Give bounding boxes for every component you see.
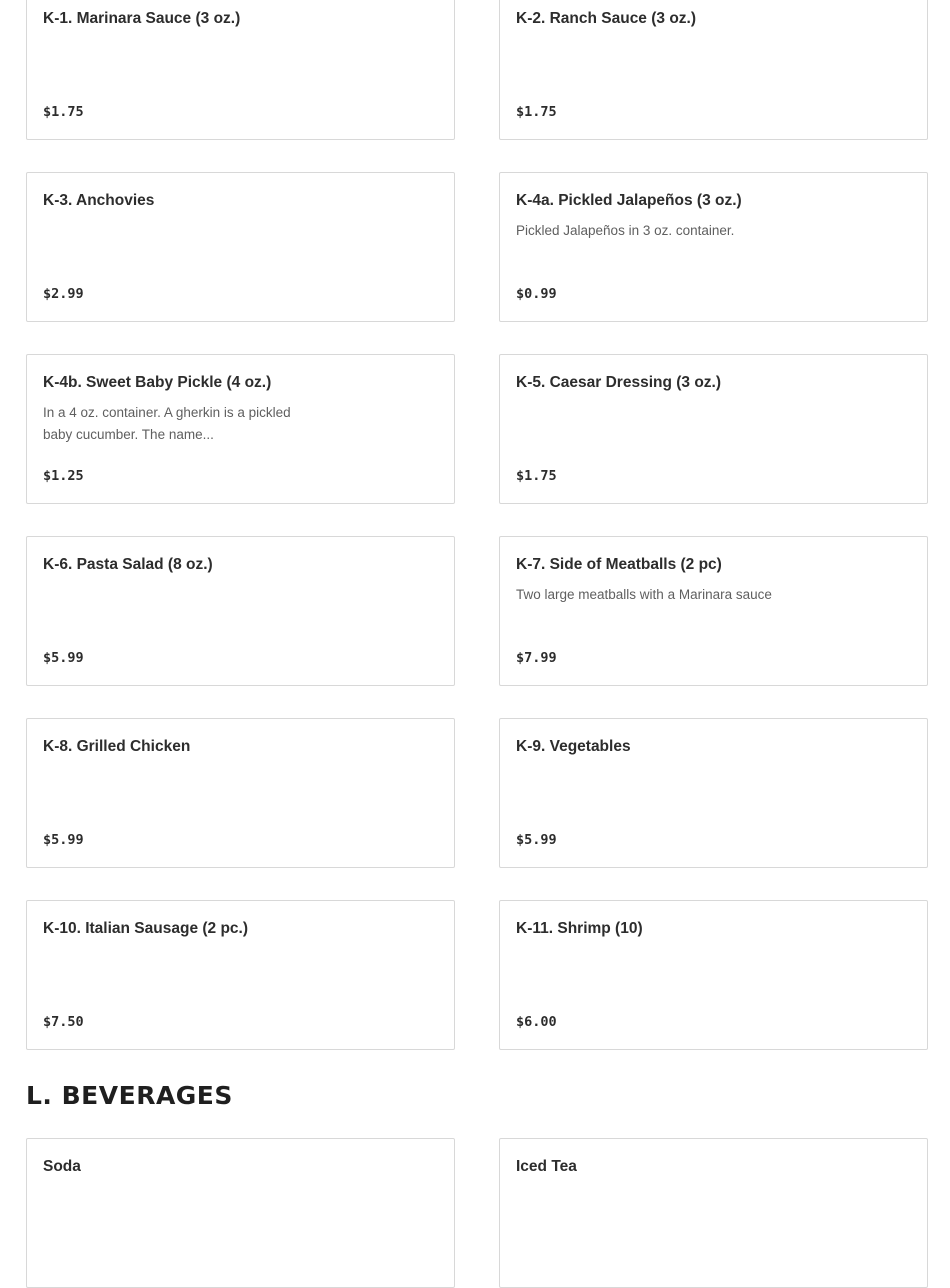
menu-item-card[interactable] bbox=[26, 1138, 455, 1288]
menu-item-card[interactable] bbox=[499, 0, 928, 140]
menu-item-name: K-4b. Sweet Baby Pickle (4 oz.) bbox=[43, 374, 272, 391]
menu-item-price: $1.25 bbox=[43, 468, 84, 484]
menu-item-card[interactable] bbox=[26, 536, 455, 686]
menu-item-card[interactable] bbox=[499, 172, 928, 322]
menu-item-description: Two large meatballs with a Marinara sauce bbox=[516, 587, 772, 602]
menu-item-description: In a 4 oz. container. A gherkin is a pickled baby cucumber. The name... bbox=[43, 405, 291, 442]
menu-item-description: Pickled Jalapeños in 3 oz. container. bbox=[516, 223, 735, 238]
menu-item-name: K-9. Vegetables bbox=[516, 738, 631, 755]
menu-item-card[interactable] bbox=[499, 1138, 928, 1288]
menu-item-price: $1.75 bbox=[43, 104, 84, 120]
menu-item-name: Soda bbox=[43, 1158, 81, 1175]
menu-item-price: $5.99 bbox=[43, 832, 84, 848]
menu-item-card[interactable] bbox=[499, 718, 928, 868]
beverages-grid bbox=[26, 1138, 928, 1288]
menu-item-price: $7.99 bbox=[516, 650, 557, 666]
menu-item-name: K-7. Side of Meatballs (2 pc) bbox=[516, 556, 722, 573]
menu-item-card[interactable] bbox=[26, 172, 455, 322]
menu-item-card[interactable] bbox=[499, 536, 928, 686]
menu-items-grid bbox=[26, 0, 928, 1050]
menu-item-card[interactable] bbox=[26, 718, 455, 868]
menu-item-name: K-5. Caesar Dressing (3 oz.) bbox=[516, 374, 722, 391]
menu-item-price: $7.50 bbox=[43, 1014, 84, 1030]
menu-item-price: $5.99 bbox=[43, 650, 84, 666]
menu-item-price: $1.75 bbox=[516, 468, 557, 484]
menu-item-name: K-10. Italian Sausage (2 pc.) bbox=[43, 920, 249, 937]
section-title-beverages: L. BEVERAGES bbox=[26, 1081, 233, 1110]
menu-item-name: K-2. Ranch Sauce (3 oz.) bbox=[516, 10, 697, 27]
menu-item-name: K-11. Shrimp (10) bbox=[516, 920, 643, 937]
menu-item-name: K-4a. Pickled Jalapeños (3 oz.) bbox=[516, 192, 742, 209]
menu-item-card[interactable] bbox=[26, 900, 455, 1050]
menu-item-card[interactable] bbox=[499, 900, 928, 1050]
menu-item-name: K-1. Marinara Sauce (3 oz.) bbox=[43, 10, 241, 27]
menu-item-card[interactable] bbox=[499, 354, 928, 504]
menu-item-price: $1.75 bbox=[516, 104, 557, 120]
menu-item-card[interactable] bbox=[26, 0, 455, 140]
menu-item-price: $6.00 bbox=[516, 1014, 557, 1030]
menu-item-price: $5.99 bbox=[516, 832, 557, 848]
menu-item-price: $0.99 bbox=[516, 286, 557, 302]
menu-item-name: K-8. Grilled Chicken bbox=[43, 738, 191, 755]
menu-item-name: K-3. Anchovies bbox=[43, 192, 155, 209]
menu-item-price: $2.99 bbox=[43, 286, 84, 302]
menu-item-name: Iced Tea bbox=[516, 1158, 577, 1175]
menu-item-name: K-6. Pasta Salad (8 oz.) bbox=[43, 556, 213, 573]
menu-item-card[interactable] bbox=[26, 354, 455, 504]
